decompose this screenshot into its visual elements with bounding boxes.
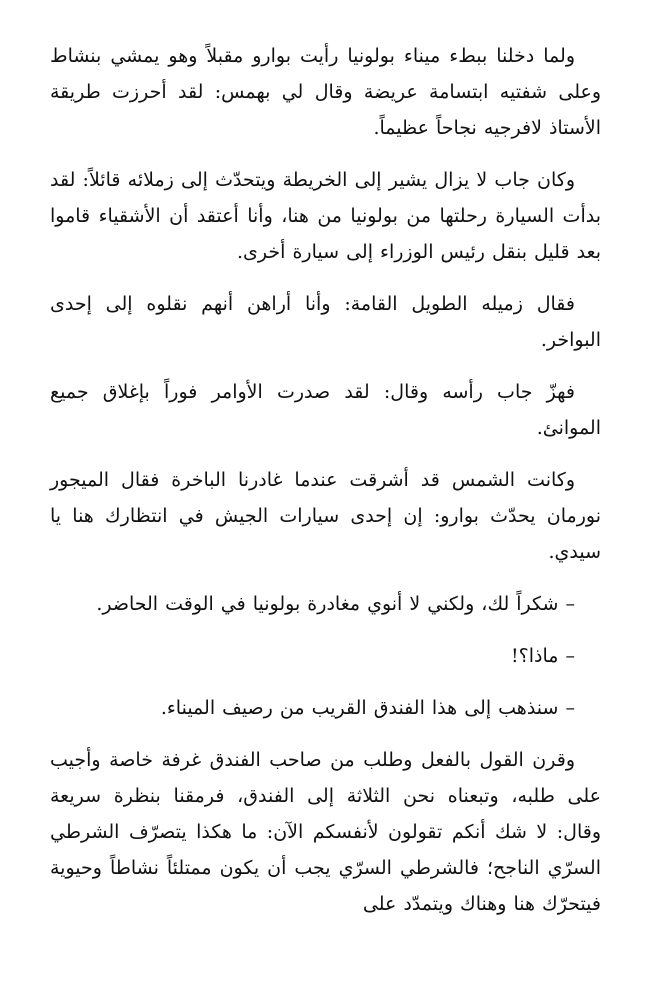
book-page (50, 38, 601, 938)
paragraph-1: ولما دخلنا ببطء ميناء بولونيا رأيت بوارو مقبلاً وهو يمشي بنشاط وعلى شفتيه ابتسامة عريضة وقال لي بهمس: لقد أحرزت طريقة الأستاذ لافرجيه نجاحاً عظيماً. (50, 45, 601, 139)
paragraph-4: فهزّ جاب رأسه وقال: لقد صدرت الأوامر فوراً بإغلاق جميع الموانئ. (50, 381, 601, 439)
dialogue-line-2: – ماذا؟! (511, 645, 575, 667)
paragraph-6: وقرن القول بالفعل وطلب من صاحب الفندق غرفة خاصة وأجيب على طلبه، وتبعناه نحن الثلاثة إلى الفندق، فرمقنا بنظرة سريعة وقال: لا شك أنكم تقولون لأنفسكم الآن: ما هكذا يتصرّف الشرطي السرّي الناجح؛ فالشرطي السرّي يجب أن يكون ممتلئاً نشاطاً وحيوية فيتحرّك هنا وهناك ويتمدّد على (50, 749, 601, 915)
dialogue-line-1: – شكراً لك، ولكني لا أنوي مغادرة بولونيا في الوقت الحاضر. (96, 593, 575, 615)
paragraph-2: وكان جاب لا يزال يشير إلى الخريطة ويتحدّث إلى زملائه قائلاً: لقد بدأت السيارة رحلتها من بولونيا من هنا، وأنا أعتقد أن الأشقياء قاموا بعد قليل بنقل رئيس الوزراء إلى سيارة أخرى. (50, 169, 601, 263)
paragraph-5: وكانت الشمس قد أشرقت عندما غادرنا الباخرة فقال الميجور نورمان يحدّث بوارو: إن إحدى سيارات الجيش في انتظارك هنا يا سيدي. (50, 469, 601, 563)
paragraph-3: فقال زميله الطويل القامة: وأنا أراهن أنهم نقلوه إلى إحدى البواخر. (50, 293, 601, 351)
dialogue-line-3: – سنذهب إلى هذا الفندق القريب من رصيف الميناء. (160, 697, 575, 719)
